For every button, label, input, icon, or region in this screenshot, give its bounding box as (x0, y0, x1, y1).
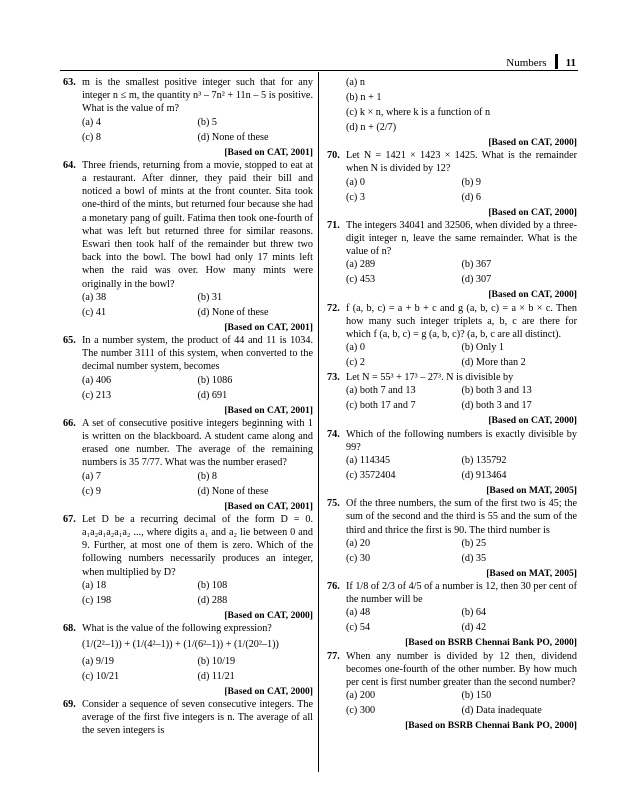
options (327, 454, 577, 484)
header-rule (60, 70, 578, 71)
option: (b) 25 (461, 537, 487, 549)
question-number: 70. (327, 150, 340, 162)
option: (d) More than 2 (461, 357, 526, 369)
question-text: f (a, b, c) = a + b + c and g (a, b, c) = a × b × c. Then how many such integer triplets a, b, c are there for which f (a, b, c) = g (a, b, c)? (a, b, c are all distinct). (346, 302, 577, 341)
option: (a) 0 (346, 342, 365, 354)
question-number: 65. (63, 335, 76, 347)
source-note: [Based on BSRB Chennai Bank PO, 2000] (405, 720, 577, 732)
option: (b) 150 (461, 690, 492, 702)
question-text: Three friends, returning from a movie, stopped to eat at a restaurant. After dinner, they paid their bill and noticed a bowl of mints at the front counter. Sita took one-third of the mints, but returned four because she had a monetary pang of guilt. Fatima then took one-fourth of what was left but returned three for similar reasons. Eswari then took half of the remainder but threw two back into the bowl. The bowl had only 17 mints left when the raid was over. How many mints were originally in the bowl? (82, 159, 313, 290)
option: (a) 9/19 (82, 655, 114, 667)
question-number: 74. (327, 428, 340, 440)
option: (c) 300 (346, 705, 376, 717)
question-number: 68. (63, 623, 76, 635)
left-column (63, 76, 313, 737)
question-69 (63, 698, 313, 738)
options (327, 76, 577, 136)
option: (c) 10/21 (82, 670, 120, 682)
option: (a) 7 (82, 470, 101, 482)
source-note: [Based on CAT, 2000] (224, 609, 313, 621)
option: (c) 453 (346, 274, 376, 286)
question-72 (327, 302, 577, 342)
source-note: [Based on CAT, 2000] (488, 137, 577, 148)
question-68 (63, 622, 313, 654)
option: (d) 288 (197, 594, 228, 606)
column-divider (318, 72, 319, 772)
question-number: 69. (63, 698, 76, 710)
option: (d) 691 (197, 389, 228, 401)
source-note: [Based on CAT, 2001] (224, 500, 313, 512)
option: (c) 3 (346, 191, 365, 203)
question-63 (63, 76, 313, 116)
option: (c) 198 (82, 594, 112, 606)
option: (b) 108 (197, 579, 228, 591)
question-text: The integers 34041 and 32506, when divided by a three-digit integer n, leave the same remainder. What is the value of n? (346, 219, 577, 258)
option: (c) 2 (346, 357, 365, 369)
option: (b) 9 (461, 176, 482, 188)
option: (a) 114345 (346, 455, 391, 467)
option: (b) 8 (197, 470, 218, 482)
option: (b) 5 (197, 116, 218, 128)
option: (d) None of these (197, 131, 269, 143)
option: (c) both 17 and 7 (346, 400, 416, 412)
option: (b) 135792 (461, 455, 507, 467)
option: (a) 18 (82, 579, 107, 591)
question-67 (63, 513, 313, 579)
source-note: [Based on CAT, 2001] (224, 321, 313, 333)
option: (c) 30 (346, 552, 371, 564)
option: (d) None of these (197, 306, 269, 318)
question-73 (327, 371, 577, 384)
question-75 (327, 497, 577, 537)
options (327, 537, 577, 567)
question-77 (327, 650, 577, 690)
question-text: m is the smallest positive integer such that for any integer n ≤ m, the quantity n³ – 7n² + 11n – 5 is positive. What is the value of m? (82, 77, 313, 115)
options (327, 176, 577, 206)
question-text: In a number system, the product of 44 and 11 is 1034. The number 3111 of this system, when converted to the decimal number system, becomes (82, 335, 313, 373)
question-text: What is the value of the following expression? (82, 623, 272, 635)
question-64 (63, 159, 313, 291)
option: (b) 64 (461, 607, 487, 619)
option: (d) 307 (461, 274, 492, 286)
question-66 (63, 417, 313, 470)
option: (a) n (346, 77, 365, 88)
options (327, 341, 577, 371)
option: (d) 913464 (461, 470, 507, 482)
question-number: 75. (327, 498, 340, 510)
question-74 (327, 428, 577, 454)
question-65 (63, 334, 313, 374)
source-note: [Based on CAT, 2000] (488, 289, 577, 301)
option: (a) 289 (346, 259, 376, 271)
source-note: [Based on BSRB Chennai Bank PO, 2000] (405, 637, 577, 649)
options (63, 655, 313, 685)
question-number: 66. (63, 417, 76, 429)
options (63, 470, 313, 500)
option: (c) 54 (346, 622, 371, 634)
page-header (506, 54, 576, 70)
option: (c) k × n, where k is a function of n (346, 107, 491, 118)
option: (d) 35 (461, 552, 487, 564)
option: (a) 406 (82, 374, 112, 386)
question-number: 72. (327, 302, 340, 314)
question-text: A set of consecutive positive integers beginning with 1 is written on the blackboard. A student came along and erased one number. The average of the remaining numbers is 35 7/77. What was the number erased? (82, 417, 313, 469)
question-number: 67. (63, 513, 76, 525)
question-text: When any number is divided by 12 then, dividend becomes one-fourth of the other number. By how much per cent is first number greater than the second number? (346, 650, 577, 689)
option: (b) Only 1 (461, 342, 504, 354)
question-71 (327, 219, 577, 259)
source-note: [Based on CAT, 2000] (224, 685, 313, 697)
option: (a) 4 (82, 116, 101, 128)
option: (b) n + 1 (346, 92, 382, 103)
chapter-title: Numbers (506, 57, 547, 69)
option: (d) n + (2/7) (346, 122, 397, 133)
option: (a) 20 (346, 537, 371, 549)
question-number: 71. (327, 219, 340, 231)
option: (c) 9 (82, 485, 101, 497)
question-text: Of the three numbers, the sum of the first two is 45; the sum of the second and the third is 55 and the sum of the third and thrice the first is 90. The third number is (346, 498, 577, 536)
source-note: [Based on MAT, 2005] (486, 485, 577, 497)
option: (a) 200 (346, 690, 376, 702)
question-number: 64. (63, 159, 76, 171)
option: (d) 11/21 (197, 670, 235, 682)
page-number: 11 (565, 57, 576, 69)
option: (c) 3572404 (346, 470, 396, 482)
option: (d) both 3 and 17 (461, 400, 532, 412)
right-column (327, 76, 577, 732)
question-76 (327, 580, 577, 606)
source-note: [Based on MAT, 2005] (486, 567, 577, 579)
header-divider (555, 54, 558, 69)
question-text: Consider a sequence of seven consecutive integers. The average of the first five integers is n. The average of all the seven integers is (82, 698, 313, 737)
option: (a) 38 (82, 291, 107, 303)
question-number: 76. (327, 581, 340, 593)
question-text: Let D be a recurring decimal of the form D = 0. a₁a₂a₁a₂a₁a₂ ..., where digits a₁ and a₂ lie between 0 and 9. Further, at most one of them is zero. Which of the following numbers necessarily produces an integer, when multiplied by D? (82, 513, 313, 578)
source-note: [Based on CAT, 2001] (224, 146, 313, 158)
option: (d) None of these (197, 485, 269, 497)
option: (d) 6 (461, 191, 482, 203)
option: (b) 10/19 (197, 655, 236, 667)
question-text: If 1/8 of 2/3 of 4/5 of a number is 12, then 30 per cent of the number will be (346, 581, 577, 606)
options (63, 291, 313, 321)
option: (d) Data inadequate (461, 705, 542, 717)
option: (a) both 7 and 13 (346, 385, 416, 397)
option: (d) 42 (461, 622, 487, 634)
option: (b) 1086 (197, 374, 233, 386)
option: (b) 31 (197, 291, 223, 303)
question-text: Which of the following numbers is exactly divisible by 99? (346, 428, 577, 453)
options (63, 579, 313, 609)
question-70 (327, 149, 577, 175)
options (327, 606, 577, 636)
option: (b) 367 (461, 259, 492, 271)
question-text: Let N = 1421 × 1423 × 1425. What is the remainder when N is divided by 12? (346, 150, 577, 175)
source-note: [Based on CAT, 2001] (224, 404, 313, 416)
option: (c) 8 (82, 131, 101, 143)
options (327, 258, 577, 288)
options (327, 689, 577, 719)
options (63, 374, 313, 404)
option: (a) 0 (346, 176, 365, 188)
question-number: 73. (327, 372, 340, 384)
source-note: [Based on CAT, 2000] (488, 415, 577, 427)
option: (c) 213 (82, 389, 112, 401)
options (327, 384, 577, 414)
options (63, 116, 313, 146)
source-note: [Based on CAT, 2000] (488, 206, 577, 218)
question-number: 63. (63, 77, 76, 88)
question-text: Let N = 55³ + 17³ – 27³. N is divisible by (346, 372, 514, 384)
option: (b) both 3 and 13 (461, 385, 532, 397)
option: (c) 41 (82, 306, 107, 318)
question-number: 77. (327, 650, 340, 662)
option: (a) 48 (346, 607, 371, 619)
math-expression: (1/(2²–1)) + (1/(4²–1)) + (1/(6²–1)) + (1/(20²–1)) (82, 639, 279, 651)
